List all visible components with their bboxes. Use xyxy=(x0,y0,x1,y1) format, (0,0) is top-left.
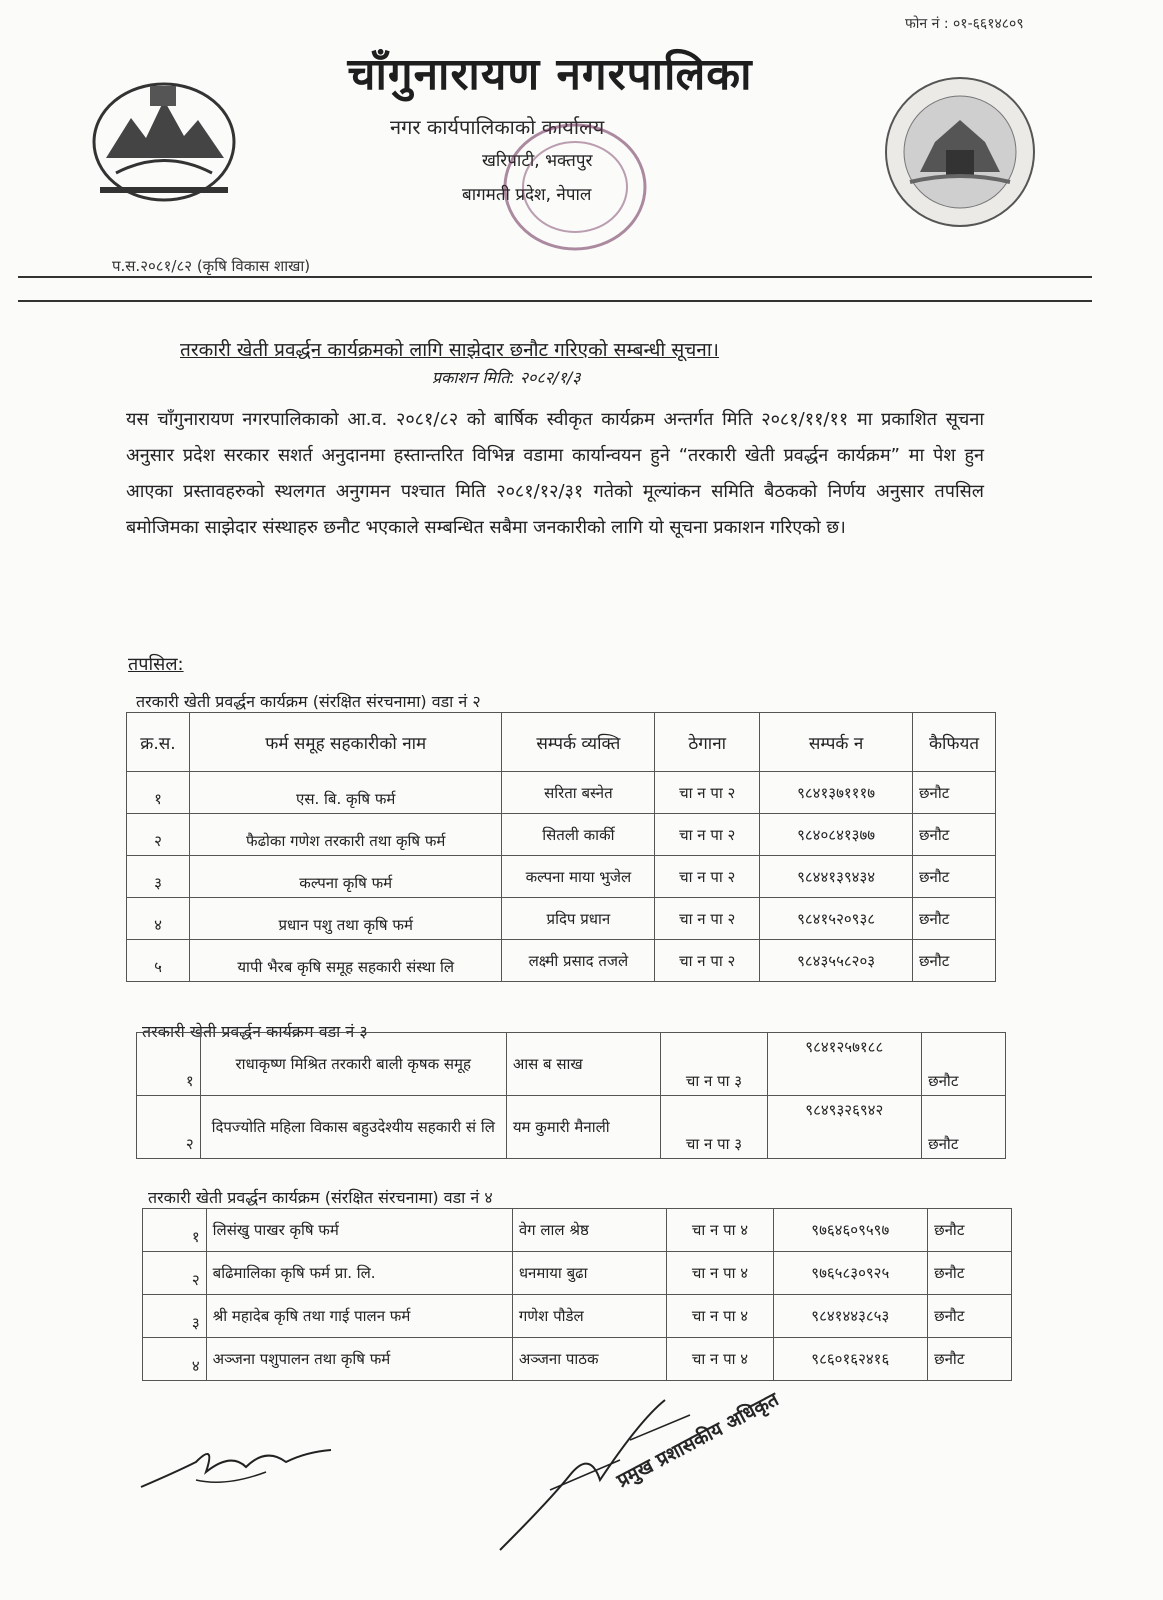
table-row xyxy=(143,1295,1012,1338)
cell-contact-person: सितली कार्की xyxy=(502,814,655,856)
cell-remarks: छनौट xyxy=(928,1252,1012,1295)
cell-address: चा न पा २ xyxy=(655,814,760,856)
cell-contact-person: गणेश पौडेल xyxy=(512,1295,667,1338)
cell-address: चा न पा २ xyxy=(655,898,760,940)
office-stamp xyxy=(490,112,660,262)
officer-title: प्रमुख प्रशासकीय अधिकृत xyxy=(613,1388,783,1493)
cell-name: फैढोका गणेश तरकारी तथा कृषि फर्म xyxy=(189,814,502,856)
cell-contact-person: यम कुमारी मैनाली xyxy=(506,1096,661,1159)
table-row xyxy=(137,1096,1006,1159)
col-header-name: फर्म समूह सहकारीको नाम xyxy=(189,713,502,772)
cell-remarks: छनौट xyxy=(928,1295,1012,1338)
cell-contact-person: धनमाया बुढा xyxy=(512,1252,667,1295)
cell-sn: ४ xyxy=(127,898,190,940)
cell-name: प्रधान पशु तथा कृषि फर्म xyxy=(189,898,502,940)
table-row xyxy=(127,814,996,856)
cell-phone: ९८४१४४३८५३ xyxy=(773,1295,928,1338)
ward-4-table xyxy=(142,1208,1012,1381)
cell-contact-person: वेग लाल श्रेष्ठ xyxy=(512,1209,667,1252)
cell-sn: ३ xyxy=(143,1295,207,1338)
cell-sn: ४ xyxy=(143,1338,207,1381)
cell-address: चा न पा ४ xyxy=(667,1252,773,1295)
cell-name: दिपज्योति महिला विकास बहुउदेश्यीय सहकारी सं लि xyxy=(200,1096,506,1159)
cell-address: चा न पा २ xyxy=(655,856,760,898)
cell-sn: १ xyxy=(127,772,190,814)
cell-address: चा न पा ३ xyxy=(661,1096,767,1159)
notice-body: यस चाँगुनारायण नगरपालिकाको आ.व. २०८१/८२ को बार्षिक स्वीकृत कार्यक्रम अन्तर्गत मिति २०८१/११/११ मा प्रकाशित सूचना अनुसार प्रदेश सरकार सशर्त अनुदानमा हस्तान्तरित विभिन्न वडामा कार्यान्वयन हुने “तरकारी खेती प्रवर्द्धन कार्यक्रम” मा पेश हुन आएका प्रस्तावहरुको स्थलगत अनुगमन पश्चात मिति २०८१/१२/३१ गतेको मूल्यांकन समिति बैठकको निर्णय अनुसार तपसिल बमोजिमका साझेदार संस्थाहरु छनौट भएकाले सम्बन्धित सबैमा जनकारीको लागि यो सूचना प्रकाशन गरिएको छ। xyxy=(126,409,984,538)
cell-name: कल्पना कृषि फर्म xyxy=(189,856,502,898)
cell-phone: ९८४४१३९४३४ xyxy=(760,856,913,898)
org-name: चाँगुनारायण नगरपालिका xyxy=(347,49,753,100)
cell-name: लिसंखु पाखर कृषि फर्म xyxy=(206,1209,512,1252)
table-row xyxy=(143,1209,1012,1252)
cell-contact-person: कल्पना माया भुजेल xyxy=(502,856,655,898)
cell-remarks: छनौट xyxy=(913,898,996,940)
cell-remarks: छनौट xyxy=(913,940,996,982)
table-row xyxy=(143,1252,1012,1295)
col-header-remarks: कैफियत xyxy=(913,713,996,772)
reference-number: प.स.२०८१/८२ (कृषि विकास शाखा) xyxy=(112,257,311,275)
cell-contact-person: लक्ष्मी प्रसाद तजले xyxy=(502,940,655,982)
cell-phone: ९८४१५२०९३८ xyxy=(760,898,913,940)
table-row xyxy=(127,898,996,940)
cell-remarks: छनौट xyxy=(913,814,996,856)
cell-remarks: छनौट xyxy=(928,1209,1012,1252)
cell-name: एस. बि. कृषि फर्म xyxy=(189,772,502,814)
table-row xyxy=(127,940,996,982)
cell-sn: १ xyxy=(143,1209,207,1252)
cell-address: चा न पा २ xyxy=(655,772,760,814)
table-row xyxy=(137,1033,1006,1096)
address-line-2: बागमती प्रदेश, नेपाल xyxy=(462,185,592,205)
ward-3-table xyxy=(136,1032,1006,1159)
cell-sn: १ xyxy=(137,1033,201,1096)
cell-phone: ९८४३५५८२०३ xyxy=(760,940,913,982)
cell-sn: २ xyxy=(127,814,190,856)
cell-remarks: छनौट xyxy=(922,1033,1006,1096)
signature-left xyxy=(136,1432,336,1502)
cell-phone: ९८४१२५७१८८ xyxy=(767,1033,922,1096)
cell-contact-person: अञ्जना पाठक xyxy=(512,1338,667,1381)
cell-sn: ५ xyxy=(127,940,190,982)
cell-phone: ९८४९३२६९४२ xyxy=(767,1096,922,1159)
cell-address: चा न पा ४ xyxy=(667,1295,773,1338)
table-row xyxy=(143,1338,1012,1381)
divider-top xyxy=(18,276,1092,278)
cell-phone: ९७६५८३०९२५ xyxy=(773,1252,928,1295)
details-heading: तपसिल: xyxy=(128,654,184,675)
table2-caption: तरकारी खेती प्रवर्द्धन कार्यक्रम वडा नं ३ xyxy=(142,1022,368,1041)
cell-name: बढिमालिका कृषि फर्म प्रा. लि. xyxy=(206,1252,512,1295)
cell-name: यापी भैरब कृषि समूह सहकारी संस्था लि xyxy=(189,940,502,982)
cell-phone: ९८४०८४१३७७ xyxy=(760,814,913,856)
table3-caption: तरकारी खेती प्रवर्द्धन कार्यक्रम (संरक्षित संरचनामा) वडा नं ४ xyxy=(148,1188,493,1207)
col-header-address: ठेगाना xyxy=(655,713,760,772)
address-line-1: खरिपाटी, भक्तपुर xyxy=(482,151,593,171)
municipality-seal-logo xyxy=(880,72,1040,232)
cell-contact-person: प्रदिप प्रधान xyxy=(502,898,655,940)
cell-sn: २ xyxy=(137,1096,201,1159)
cell-remarks: छनौट xyxy=(928,1338,1012,1381)
cell-contact-person: सरिता बस्नेत xyxy=(502,772,655,814)
publication-date: प्रकाशन मिति: २०८२/१/३ xyxy=(432,368,581,387)
ward-2-table xyxy=(126,712,996,982)
nepal-emblem-logo xyxy=(86,78,242,210)
cell-name: श्री महादेब कृषि तथा गाई पालन फर्म xyxy=(206,1295,512,1338)
cell-name: अञ्जना पशुपालन तथा कृषि फर्म xyxy=(206,1338,512,1381)
cell-address: चा न पा २ xyxy=(655,940,760,982)
cell-address: चा न पा ४ xyxy=(667,1338,773,1381)
col-header-phone: सम्पर्क न xyxy=(760,713,913,772)
cell-phone: ९७६४६०९५९७ xyxy=(773,1209,928,1252)
cell-contact-person: आस ब साख xyxy=(506,1033,661,1096)
office-name: नगर कार्यपालिकाको कार्यालय xyxy=(390,115,605,139)
cell-address: चा न पा ३ xyxy=(661,1033,767,1096)
table-row xyxy=(127,856,996,898)
cell-phone: ९८४१३७१११७ xyxy=(760,772,913,814)
col-header-contact-person: सम्पर्क व्यक्ति xyxy=(502,713,655,772)
phone-number: फोन नं : ०१-६६१४८०९ xyxy=(905,16,1024,32)
cell-sn: २ xyxy=(143,1252,207,1295)
table1-caption: तरकारी खेती प्रवर्द्धन कार्यक्रम (संरक्षित संरचनामा) वडा नं २ xyxy=(136,692,481,711)
cell-sn: ३ xyxy=(127,856,190,898)
cell-remarks: छनौट xyxy=(913,856,996,898)
table-header-row xyxy=(127,713,996,772)
divider-bottom xyxy=(18,300,1092,302)
cell-address: चा न पा ४ xyxy=(667,1209,773,1252)
cell-phone: ९८६०१६२४१६ xyxy=(773,1338,928,1381)
table-row xyxy=(127,772,996,814)
cell-name: राधाकृष्ण मिश्रित तरकारी बाली कृषक समूह xyxy=(200,1033,506,1096)
cell-remarks: छनौट xyxy=(922,1096,1006,1159)
cell-remarks: छनौट xyxy=(913,772,996,814)
notice-title: तरकारी खेती प्रवर्द्धन कार्यक्रमको लागि साझेदार छनौट गरिएको सम्बन्धी सूचना। xyxy=(180,339,719,361)
col-header-sn: क्र.स. xyxy=(127,713,190,772)
